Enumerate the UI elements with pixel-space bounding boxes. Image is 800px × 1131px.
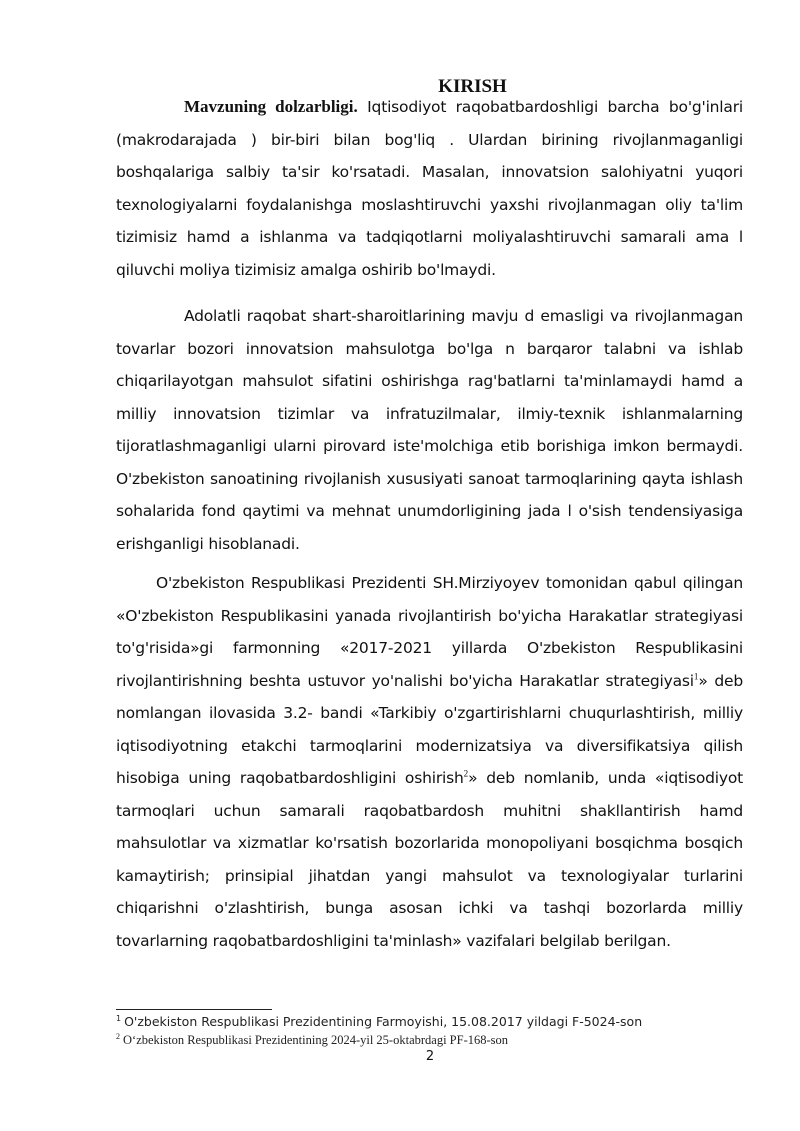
page-title: KIRISH — [438, 76, 507, 97]
footnote-mark-2: 2 — [116, 1031, 120, 1041]
paragraph-competition — [116, 300, 743, 560]
strategy-text-2: » deb nomlangan ilovasida 3.2- bandi «Tarkibiy o'zgartirishlarni chuqurlashtirish, milliy iqtisodiyotning etakchi tarmoqlarini modernizatsiya va diversifikatsiya qilish hisobiga uning raqobatbardoshligini oshirish — [116, 671, 743, 787]
page-number: 2 — [425, 1049, 435, 1064]
footnote-separator — [116, 1009, 272, 1010]
footnote-ref-1[interactable]: 1 — [693, 670, 699, 681]
relevance-text: Iqtisodiyot raqobatbardoshligi barcha bo'g'inlari (makrodarajada ) bir-biri bilan bog'liq . Ulardan birining rivojlanmaganligi boshqalariga salbiy ta'sir ko'rsatadi. Masalan, innovatsion salohiyatni yuqori texnologiyalarni foydalanishga moslashtiruvchi yaxshi rivojlanmagan oliy ta'lim tizimisiz hamd a ishlanma va tadqiqotlarni moliyalashtiruvchi samarali ama l qiluvchi moliya tizimisiz amalga oshirib bo'lmaydi. — [116, 98, 743, 279]
paragraph-relevance — [116, 91, 743, 286]
footnote-1 — [116, 1014, 756, 1029]
strategy-text-3: » deb nomlanib, unda «iqtisodiyot tarmoqlari uchun samarali raqobatbardosh muhitni shakllantirish hamd mahsulotlar va xizmatlar ko'rsatish bozorlarida monopoliyani bosqichma bosqich kamaytirish; prinsipial jihatdan yangi mahsulot va texnologiyalar turlarini chiqarishni o'zlashtirish, bunga asosan ichki va tashqi bozorlarda milliy tovarlarning raqobatbardoshligini ta'minlash» vazifalari belgilab berilgan. — [116, 769, 743, 950]
footnote-2 — [116, 1033, 756, 1048]
footnote-text-1: O'zbekiston Respublikasi Prezidentining Farmoyishi, 15.08.2017 yildagi F-5024-son — [124, 1014, 643, 1029]
competition-text: Adolatli raqobat shart-sharoitlarining mavju d emasligi va rivojlanmagan tovarlar bozori innovatsion mahsulotga bo'lga n barqaror talabni va ishlab chiqarilayotgan mahsulot sifatini oshirishga rag'batlarni ta'minlamaydi hamd a milliy innovatsion tizimlar va infratuzilmalar, ilmiy-texnik ishlanmalarning tijoratlashmaganligi ularni pirovard iste'molchiga etib borishiga imkon bermaydi. O'zbekiston sanoatining rivojlanish xususiyati sanoat tarmoqlarining qayta ishlash sohalarida fond qaytimi va mehnat unumdorligining jada l o'sish tendensiyasiga erishganligi hisoblanadi. — [116, 307, 743, 553]
footnote-text-2: O‘zbekiston Respublikasi Prezidentining 2024-yil 25-oktabrdagi PF-168-son — [123, 1033, 509, 1047]
relevance-heading: Mavzuning dolzarbligi. — [184, 97, 358, 116]
paragraph-strategy — [116, 567, 743, 957]
footnote-mark-1: 1 — [116, 1013, 122, 1023]
footnote-ref-2[interactable]: 2 — [463, 768, 469, 779]
strategy-text-1: O'zbekiston Respublikasi Prezidenti SH.Mirziyoyev tomonidan qabul qilingan «O'zbekiston Respublikasini yanada rivojlantirish bo'yicha Harakatlar strategiyasi to'g'risida»gi farmonning «2017-2021 yillarda O'zbekiston Respublikasini rivojlantirishning beshta ustuvor yo'nalishi bo'yicha Harakatlar strategiyasi — [116, 574, 743, 690]
